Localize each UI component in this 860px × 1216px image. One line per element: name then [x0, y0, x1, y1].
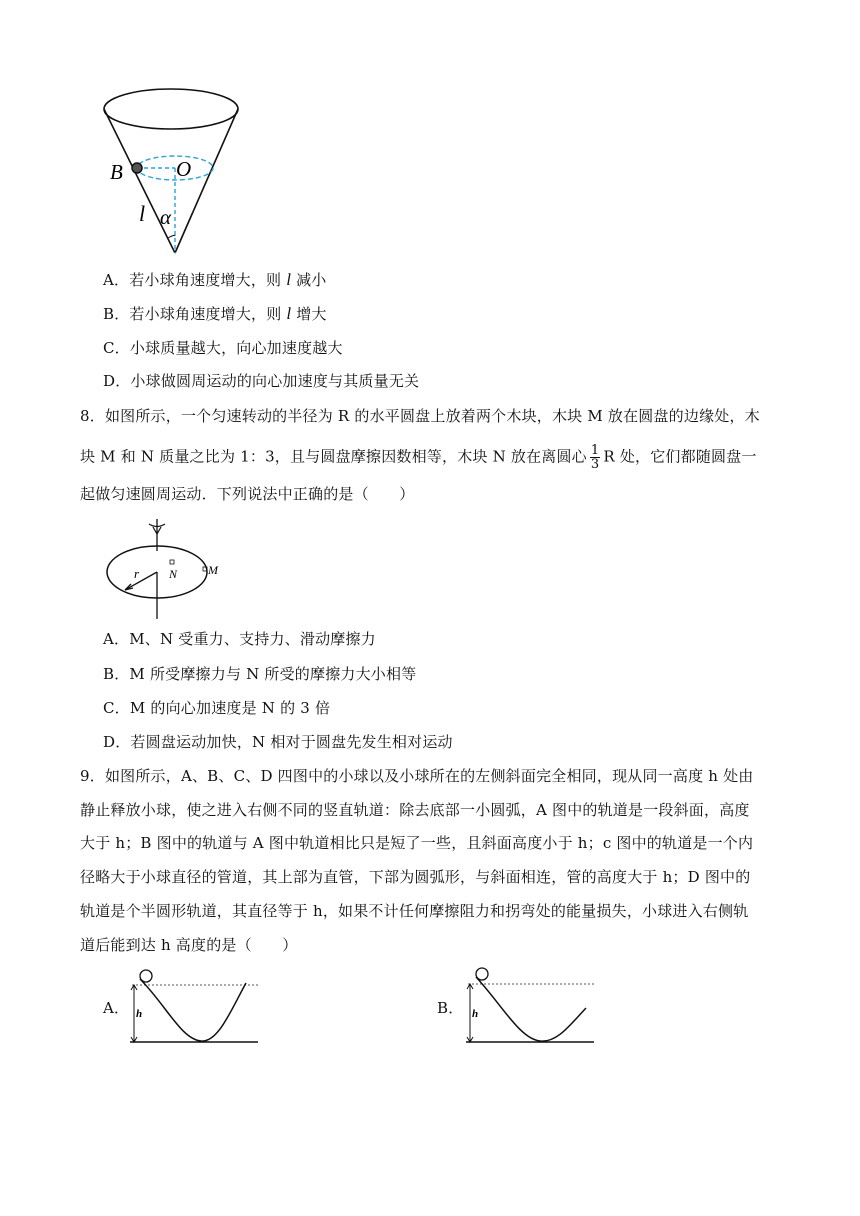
- q7-option-a: [103, 270, 327, 290]
- q7-option-b-text-1: B．若小球角速度增大，则: [103, 305, 287, 323]
- q9-option-b-label: B．: [437, 999, 464, 1017]
- track-curve-a: [140, 979, 246, 1041]
- track-curve-b: [476, 977, 586, 1041]
- q7-option-a-var: l: [286, 270, 292, 289]
- label-N: N: [169, 567, 178, 581]
- q8-stem-line-1: 8．如图所示，一个匀速转动的半径为 R 的水平圆盘上放着两个木块，木块 M 放在圆盘的边缘处，木: [80, 407, 760, 425]
- fraction-denominator: 3: [590, 457, 600, 472]
- q8-stem-line-2: [80, 444, 757, 471]
- q9-stem-line-2: 静止释放小球，使之进入右侧不同的竖直轨道：除去底部一小圆弧，A 图中的轨道是一段斜面，高度: [80, 801, 750, 819]
- q9-stem-line-6: 道后能到达 h 高度的是（ ）: [80, 936, 298, 954]
- cone-right-edge: [175, 109, 238, 253]
- track-figure-a: [126, 965, 262, 1047]
- label-B: B: [110, 160, 123, 184]
- q7-option-b-var: l: [286, 304, 292, 323]
- block-N: [170, 560, 174, 564]
- label-alpha: α: [160, 205, 172, 229]
- q9-stem-line-5: 轨道是个半圆形轨道，其直径等于 h，如果不计任何摩擦阻力和拐弯处的能量损失，小球进入右侧轨: [80, 902, 749, 920]
- q9-stem-line-1: 9．如图所示，A、B、C、D 四图中的小球以及小球所在的左侧斜面完全相同，现从同一高度 h 处由: [80, 767, 754, 785]
- q8-stem-line-2-text-1: 块 M 和 N 质量之比为 1：3，且与圆盘摩擦因数相等，木块 N 放在离圆心: [80, 447, 587, 466]
- q7-option-b-text-2: 增大: [291, 305, 327, 323]
- label-l: l: [139, 201, 146, 226]
- label-r: r: [134, 566, 140, 581]
- ball-B: [132, 163, 142, 173]
- cone-figure: [96, 88, 246, 258]
- ball-icon: [140, 970, 152, 982]
- label-O: O: [176, 157, 192, 181]
- cone-top-rim: [104, 89, 238, 129]
- fraction-one-third: [590, 444, 600, 471]
- q7-option-a-text-2: 减小: [291, 271, 327, 289]
- label-M: M: [208, 563, 218, 577]
- q7-option-d: D．小球做圆周运动的向心加速度与其质量无关: [103, 372, 420, 390]
- track-figure-b: [462, 963, 598, 1047]
- alpha-arc: [168, 235, 175, 238]
- q9-option-a-label: A．: [103, 999, 130, 1017]
- height-label-h: h: [472, 1008, 479, 1020]
- radius-r-arrow: [125, 572, 157, 590]
- q7-option-b: [103, 304, 327, 324]
- disk-figure: [100, 515, 220, 620]
- q8-option-c: C．M 的向心加速度是 N 的 3 倍: [103, 699, 331, 717]
- fraction-numerator: 1: [590, 443, 600, 458]
- q8-option-d: D．若圆盘运动加快，N 相对于圆盘先发生相对运动: [103, 733, 453, 751]
- ball-icon: [476, 968, 488, 980]
- q7-option-c: C．小球质量越大，向心加速度越大: [103, 339, 343, 357]
- q8-option-a: A．M、N 受重力、支持力、滑动摩擦力: [103, 630, 376, 648]
- q9-stem-line-3: 大于 h；B 图中的轨道与 A 图中轨道相比只是短了一些，且斜面高度小于 h；c 图中的轨道是一个内: [80, 834, 754, 852]
- q9-stem-line-4: 径略大于小球直径的管道，其上部为直管，下部为圆弧形，与斜面相连，管的高度大于 h；D 图中的: [80, 868, 751, 886]
- q8-option-b: B．M 所受摩擦力与 N 所受的摩擦力大小相等: [103, 665, 417, 683]
- q7-option-a-text-1: A．若小球角速度增大，则: [103, 271, 287, 289]
- radius-arrowhead-icon: [125, 584, 133, 590]
- height-label-h: h: [136, 1008, 143, 1020]
- q8-stem-line-2-text-2: R 处，它们都随圆盘一: [603, 447, 757, 466]
- q8-stem-line-3: 起做匀速圆周运动．下列说法中正确的是（ ）: [80, 485, 415, 503]
